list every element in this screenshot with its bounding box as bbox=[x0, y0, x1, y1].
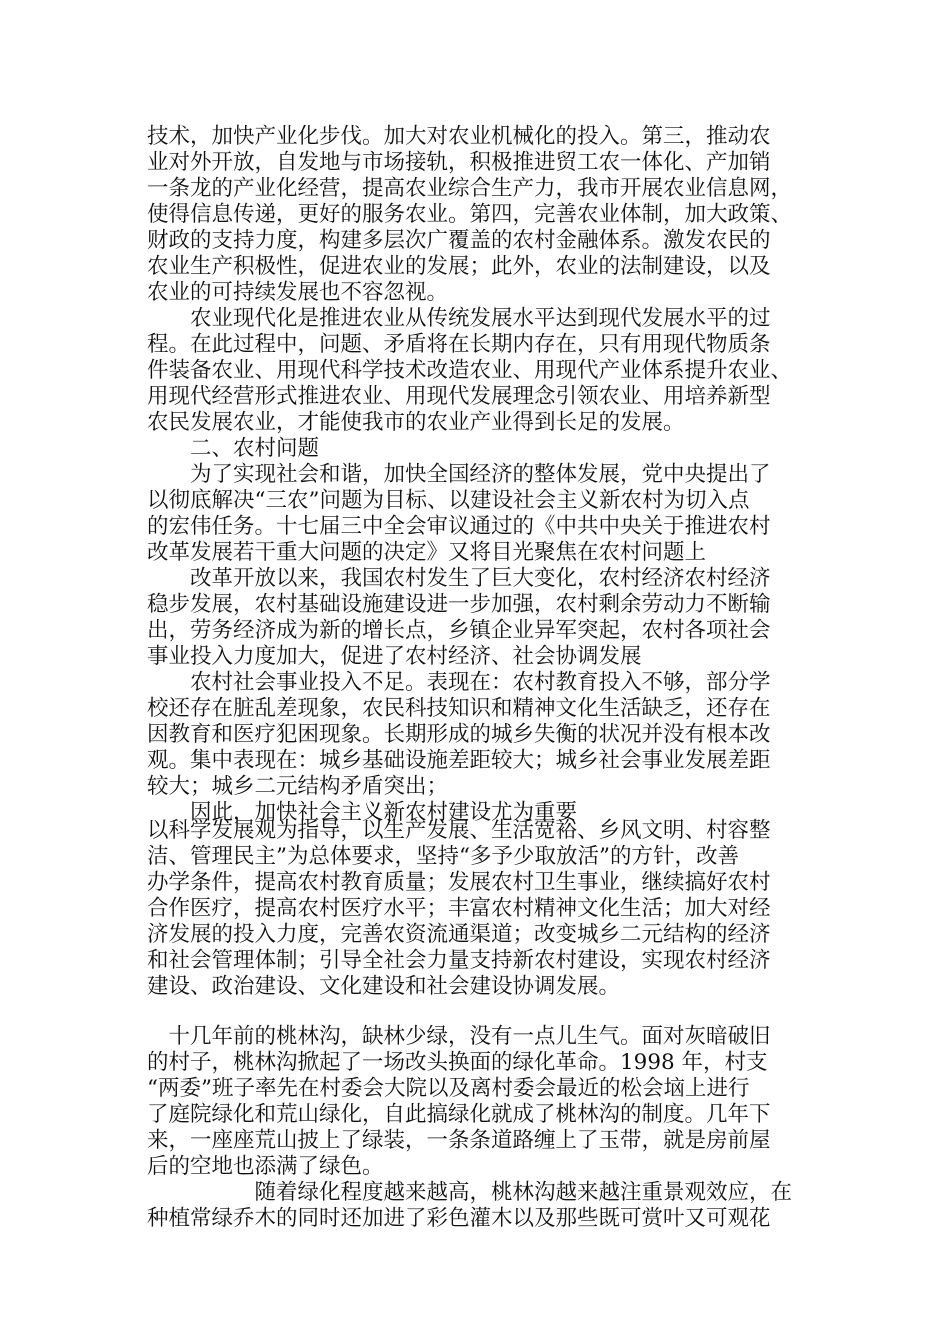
text-line: 十几年前的桃林沟，缺林少绿，没有一点儿生气。面对灰暗破旧 bbox=[147, 1024, 771, 1049]
text-line: 为了实现社会和谐，加快全国经济的整体发展，党中央提出了 bbox=[147, 462, 771, 487]
text-line: 以彻底解决“三农”问题为目标、以建设社会主义新农村为切入点 bbox=[147, 488, 750, 513]
text-line: 因教育和医疗犯困现象。长期形成的城乡失衡的状况并没有根本改 bbox=[147, 722, 771, 747]
text-line: 洁、管理民主”为总体要求，坚持“多予少取放活”的方针，改善 bbox=[147, 844, 739, 869]
text-line: 和社会管理体制；引导全社会力量支持新农村建设，实现农村经济 bbox=[147, 948, 771, 973]
text-line: 办学条件，提高农村教育质量；发展农村卫生事业，继续搞好农村 bbox=[147, 870, 771, 895]
text-line: 事业投入力度加大，促进了农村经济、社会协调发展 bbox=[147, 644, 642, 669]
text-line: 技术，加快产业化步伐。加大对农业机械化的投入。第三，推动农 bbox=[147, 124, 771, 149]
text-block-agriculture-and-rural-issues bbox=[147, 124, 807, 826]
text-line: 用现代经营形式推进农业、用现代发展理念引领农业、用培养新型 bbox=[147, 384, 771, 409]
text-line: 农民发展农业，才能使我市的农业产业得到长足的发展。 bbox=[147, 410, 685, 435]
text-line: 的村子，桃林沟掀起了一场改头换面的绿化革命。1998 年，村支 bbox=[147, 1050, 768, 1075]
section-heading: 二、农村问题 bbox=[147, 436, 320, 461]
text-line: 济发展的投入力度，完善农资流通渠道；改变城乡二元结构的经济 bbox=[147, 922, 771, 947]
text-line: 来，一座座荒山披上了绿装，一条条道路缠上了玉带，就是房前屋 bbox=[147, 1128, 771, 1153]
text-line: 出，劳务经济成为新的增长点，乡镇企业异军突起，农村各项社会 bbox=[147, 618, 771, 643]
text-line: 农村社会事业投入不足。表现在：农村教育投入不够，部分学 bbox=[147, 670, 771, 695]
text-line: 以科学发展观为指导，以生产发展、生活宽裕、乡风文明、村容整 bbox=[147, 818, 771, 843]
text-line: 较大；城乡二元结构矛盾突出； bbox=[147, 774, 449, 799]
text-line: 因此，加快社会主义新农村建设尤为重要 bbox=[147, 800, 578, 825]
text-line: 程。在此过程中，问题、矛盾将在长期内存在，只有用现代物质条 bbox=[147, 332, 771, 357]
text-line: 观。集中表现在：城乡基础设施差距较大；城乡社会事业发展差距 bbox=[147, 748, 771, 773]
text-line: 农业的可持续发展也不容忽视。 bbox=[147, 280, 449, 305]
text-line: 随着绿化程度越来越高，桃林沟越来越注重景观效应，在 bbox=[147, 1180, 793, 1205]
text-block-new-countryside bbox=[147, 818, 807, 1000]
text-line: 件装备农业、用现代科学技术改造农业、用现代产业体系提升农业、 bbox=[147, 358, 793, 383]
text-line: “两委”班子率先在村委会大院以及离村委会最近的松会垴上进行 bbox=[147, 1076, 750, 1101]
text-line: 合作医疗，提高农村医疗水平；丰富农村精神文化生活；加大对经 bbox=[147, 896, 771, 921]
text-line: 建设、政治建设、文化建设和社会建设协调发展。 bbox=[147, 974, 621, 999]
text-line: 校还存在脏乱差现象，农民科技知识和精神文化生活缺乏，还存在 bbox=[147, 696, 771, 721]
text-line: 改革开放以来，我国农村发生了巨大变化，农村经济农村经济 bbox=[147, 566, 771, 591]
text-block-taolingou bbox=[147, 1024, 807, 1232]
text-line: 的宏伟任务。十七届三中全会审议通过的《中共中央关于推进农村 bbox=[147, 514, 771, 539]
text-line: 稳步发展，农村基础设施建设进一步加强，农村剩余劳动力不断输 bbox=[147, 592, 771, 617]
text-line: 一条龙的产业化经营，提高农业综合生产力，我市开展农业信息网， bbox=[147, 176, 793, 201]
text-line: 农业现代化是推进农业从传统发展水平达到现代发展水平的过 bbox=[147, 306, 771, 331]
text-line: 了庭院绿化和荒山绿化，自此搞绿化就成了桃林沟的制度。几年下 bbox=[147, 1102, 771, 1127]
text-line: 业对外开放，自发地与市场接轨，积极推进贸工农一体化、产加销 bbox=[147, 150, 771, 175]
text-line: 使得信息传递，更好的服务农业。第四，完善农业体制，加大政策、 bbox=[147, 202, 793, 227]
text-line: 种植常绿乔木的同时还加进了彩色灌木以及那些既可赏叶又可观花 bbox=[147, 1206, 771, 1231]
text-line: 后的空地也添满了绿色。 bbox=[147, 1154, 384, 1179]
text-line: 农业生产积极性，促进农业的发展；此外，农业的法制建设，以及 bbox=[147, 254, 771, 279]
text-line: 改革发展若干重大问题的决定》又将目光聚焦在农村问题上 bbox=[147, 540, 707, 565]
text-line: 财政的支持力度，构建多层次广覆盖的农村金融体系。激发农民的 bbox=[147, 228, 771, 253]
